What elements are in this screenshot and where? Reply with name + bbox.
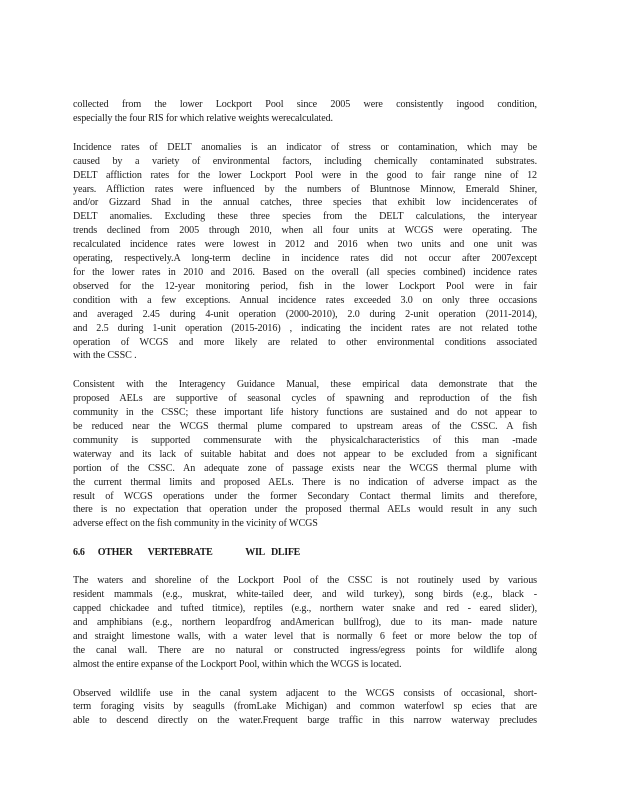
- text-line: community is supported commensurate with the physicalcharacteristics of this man -made: [73, 434, 537, 446]
- document-page: [73, 98, 537, 743]
- text-line: DELT anomalies. Excluding these three species from the DELT calculations, the interyear: [73, 211, 537, 223]
- text-line: proposed AELs are supportive of seasonal cycles of spawning and reproduction of the fish: [73, 393, 537, 405]
- text-line: for the lower rates in 2010 and 2016. Based on the overall (all species combined) incidence rates: [73, 266, 537, 278]
- text-line: observed for the 12-year monitoring period, fish in the lower Lockport Pool were in fair: [73, 280, 537, 292]
- text-line: and 2.5 during 1-unit operation (2015-2016) , indicating the incident rates are not related tothe: [73, 322, 537, 334]
- text-line: adverse effect on the fish community in the vicinity of WCGS: [73, 518, 318, 530]
- text-line: waterway and its lack of suitable habitat and does not appear to be excluded from a significant: [73, 448, 537, 460]
- text-line: and averaged 2.45 during 4-unit operation (2000-2010), 2.0 during 2-unit operation (2011-2014),: [73, 308, 537, 320]
- text-line: collected from the lower Lockport Pool since 2005 were consistently ingood condition,: [73, 99, 537, 110]
- text-line: Consistent with the Interagency Guidance Manual, these empirical data demonstrate that the: [73, 379, 537, 391]
- section-heading: 6.6 OTHER VERTEBRATE WIL DLIFE: [73, 547, 301, 559]
- text-line: and amphibians (e.g., northern leopardfrog andAmerican bullfrog), due to its man- made nature: [73, 616, 537, 628]
- text-line: the canal wall. There are no natural or constructed ingress/egress points for wildlife along: [73, 644, 537, 656]
- text-line: there is no expectation that operation under the proposed thermal AELs would result in any such: [73, 504, 537, 516]
- text-line: portion of the CSSC. An adequate zone of passage exists near the WCGS thermal plume with: [73, 462, 537, 474]
- text-line: Incidence rates of DELT anomalies is an indicator of stress or contamination, which may be: [73, 141, 537, 153]
- text-line: the current thermal limits and proposed AELs. There is no indication of adverse impact as the: [73, 476, 537, 488]
- text-line: DELT affliction rates for the lower Lockport Pool were in the good to fair range nine of 12: [73, 169, 537, 181]
- paragraph-wildlife-habitat: [73, 574, 537, 671]
- paragraph-interagency-guidance: [73, 378, 537, 531]
- text-line: resident mammals (e.g., muskrat, white-tailed deer, and wild turkey), song birds (e.g., black -: [73, 589, 537, 601]
- paragraph-delt-anomalies: [73, 141, 537, 364]
- text-line: years. Affliction rates were influenced by the numbers of Bluntnose Minnow, Emerald Shiner,: [73, 183, 537, 195]
- text-line: result of WCGS operations under the former Secondary Contact thermal limits and therefore,: [73, 490, 537, 502]
- text-line: operation of WCGS and more likely are related to other environmental conditions associated: [73, 336, 537, 348]
- text-line: and straight limestone walls, with a water level that is normally 6 feet or more below the top of: [73, 630, 537, 642]
- text-line: term foraging visits by seagulls (fromLake Michigan) and common waterfowl sp ecies that are: [73, 701, 537, 713]
- text-line: be reduced near the WCGS thermal plume compared to upstream areas of the CSSC. A fish: [73, 421, 537, 433]
- text-line: Observed wildlife use in the canal system adjacent to the WCGS consists of occasional, short-: [73, 687, 537, 699]
- text-line: caused by a variety of environmental factors, including chemically contaminated substrates.: [73, 155, 537, 167]
- text-line: almost the entire expanse of the Lockport Pool, within which the WCGS is located.: [73, 658, 402, 670]
- text-line: with the CSSC .: [73, 350, 137, 362]
- text-line: especially the four RIS for which relative weights werecalculated.: [73, 112, 333, 124]
- text-line: community in the CSSC; these important life history functions are sustained and do not appear to: [73, 407, 537, 419]
- text-line: capped chickadee and tufted titmice), reptiles (e.g., northern water snake and red - eared slider),: [73, 603, 537, 614]
- text-line: and/or Gizzard Shad in the annual catches, three species that exhibit low incidencerates of: [73, 197, 537, 209]
- text-line: condition with a few exceptions. Annual incidence rates exceeded 3.0 on only three occasions: [73, 294, 537, 306]
- paragraph-observed-wildlife: [73, 687, 537, 729]
- paragraph-condition: [73, 98, 537, 126]
- text-line: able to descend directly on the water.Frequent barge traffic in this narrow waterway precludes: [73, 715, 537, 727]
- text-line: operating, respectively.A long-term decline in incidence rates did not occur after 2007except: [73, 253, 537, 265]
- text-line: recalculated incidence rates were lowest in 2012 and 2016 when two units and one unit was: [73, 239, 537, 251]
- text-line: The waters and shoreline of the Lockport Pool of the CSSC is not routinely used by various: [73, 575, 537, 587]
- text-line: trends declined from 2005 through 2010, when all four units at WCGS were operating. The: [73, 225, 537, 237]
